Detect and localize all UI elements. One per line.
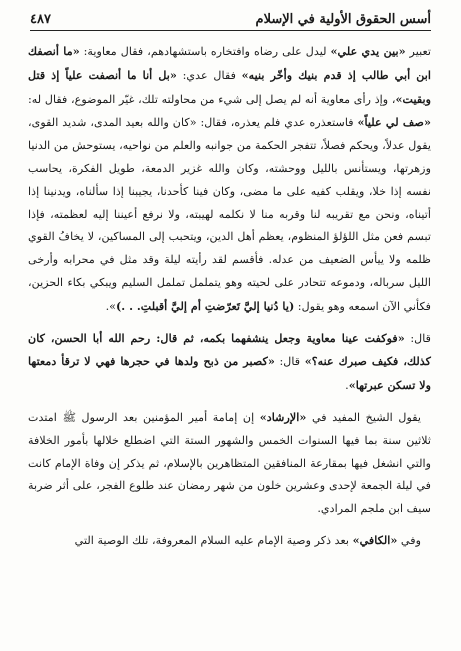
quote-span: (يا دُنيا إليَّ تَعرّضتِ أم إليَّ أقبلتِ. . .): [116, 298, 295, 313]
text-span: ليدل على رضاه وافتخاره باستشهادهم، فقال معاوية:: [79, 45, 331, 58]
text-span: إن إمامة أمير المؤمنين بعد الرسول ﷺ امتدت ثلاثين سنة بما فيها السنوات الخمس والشهور الستة التي اضطلع خلالها بأمور الخلافة والتي انشغل فيها بمقارعة المنافقين المتظاهرين بالإسلام، ثم يذكر إن وفاة الإمام كانت في ليلة الجمعة لإحدى وعشرين خلون من شهر رمضان عند طلوع الفجر، على أثر ضربة سيف ابن ملجم المرادي.: [28, 410, 431, 516]
page-body: [28, 40, 431, 645]
text-span: قال:: [404, 331, 431, 345]
text-span: فاستعذره عدي فلم يعذره، فقال: «كان والله بعيد المدى، شديد القوى، يقول عدلاً، ويحكم فصلاً، تتفجر الحكمة من جوانبه والعلم من نواحيه، يستوحش من الدنيا وزهرتها، ويستأنس بالليل ووحشته، وكان والله غزير الدمعة، طويل الفكرة، يحاسب نفسه إذا خلا، ويقلب كفيه على ما مضى، وكان فينا كأحدنا، يجيبنا إذا سألناه، ويدنينا إذا أتيناه، ونحن مع تقريبه لنا وقربه منا لا نكلمه لهيبته، ولا نرفع أعيننا إليه لعظمته، فإذا تبسم فعن مثل اللؤلؤ المنظوم، يعظم أهل الدين، ويتحبب إلى المساكين، لا يخافُ القوي ظلمه ولا ييأس الضعيف من عدله. فأقسم لقد رأيته ليلة وقد مثل في محرابه وأرخى الليل سرباله، ودموعه تتحادر على لحيته وهو يتململ تململ السليم ويبكي بكاء الحزين، فكأني الآن اسمعه وهو يقول:: [28, 116, 431, 313]
quote-span: «ما أنصفك ابن أبي طالب إذ قدم بنيك وأخّر بنيه»: [28, 44, 431, 82]
paragraph: [28, 406, 431, 521]
page-number: ٤٨٧: [30, 11, 51, 27]
text-span: قال:: [274, 355, 305, 369]
quote-span: «صف لي علياً»: [357, 115, 431, 130]
quote-span: «الإرشاد»: [259, 409, 307, 424]
paragraph: [28, 327, 431, 398]
quote-span: «بين يدي علي»: [330, 44, 406, 58]
text-span: ، وإذ رأى معاوية أنه لم يصل إلى شيء من محاولته تلك، غيّر الموضوع، فقال له:: [28, 92, 396, 106]
paragraph: [28, 40, 431, 319]
text-span: وفي: [397, 533, 421, 547]
text-span: فقال عدي:: [176, 68, 242, 82]
text-span: .: [345, 379, 349, 393]
text-span: بعد ذكر وصية الإمام عليه السلام المعروفة، تلك الوصية التي: [74, 533, 353, 547]
text-span: يقول الشيخ المفيد في: [306, 410, 421, 424]
paragraph: [28, 529, 431, 553]
page-header: [30, 8, 431, 31]
quote-span: «الكافي»: [352, 532, 398, 547]
text-span: ».: [105, 299, 116, 313]
running-head: أسس الحقوق الأولية في الإسلام: [255, 11, 431, 27]
quote-span: «فوكفت عينا معاوية وجعل ينشفهما بكمه، ثم قال: رحم الله أبا الحسن، كان كذلك، فكيف صبرك عنه؟»: [28, 330, 431, 369]
text-span: تعبير: [405, 45, 431, 58]
quote-span: «كصبر من ذبح ولدها في حجرها فهي لا ترقأ دمعتها ولا تسكن عبرتها»: [28, 354, 431, 393]
quote-span: «بل أنا ما أنصفت علياً إذ قتل وبقيت»: [28, 67, 431, 106]
